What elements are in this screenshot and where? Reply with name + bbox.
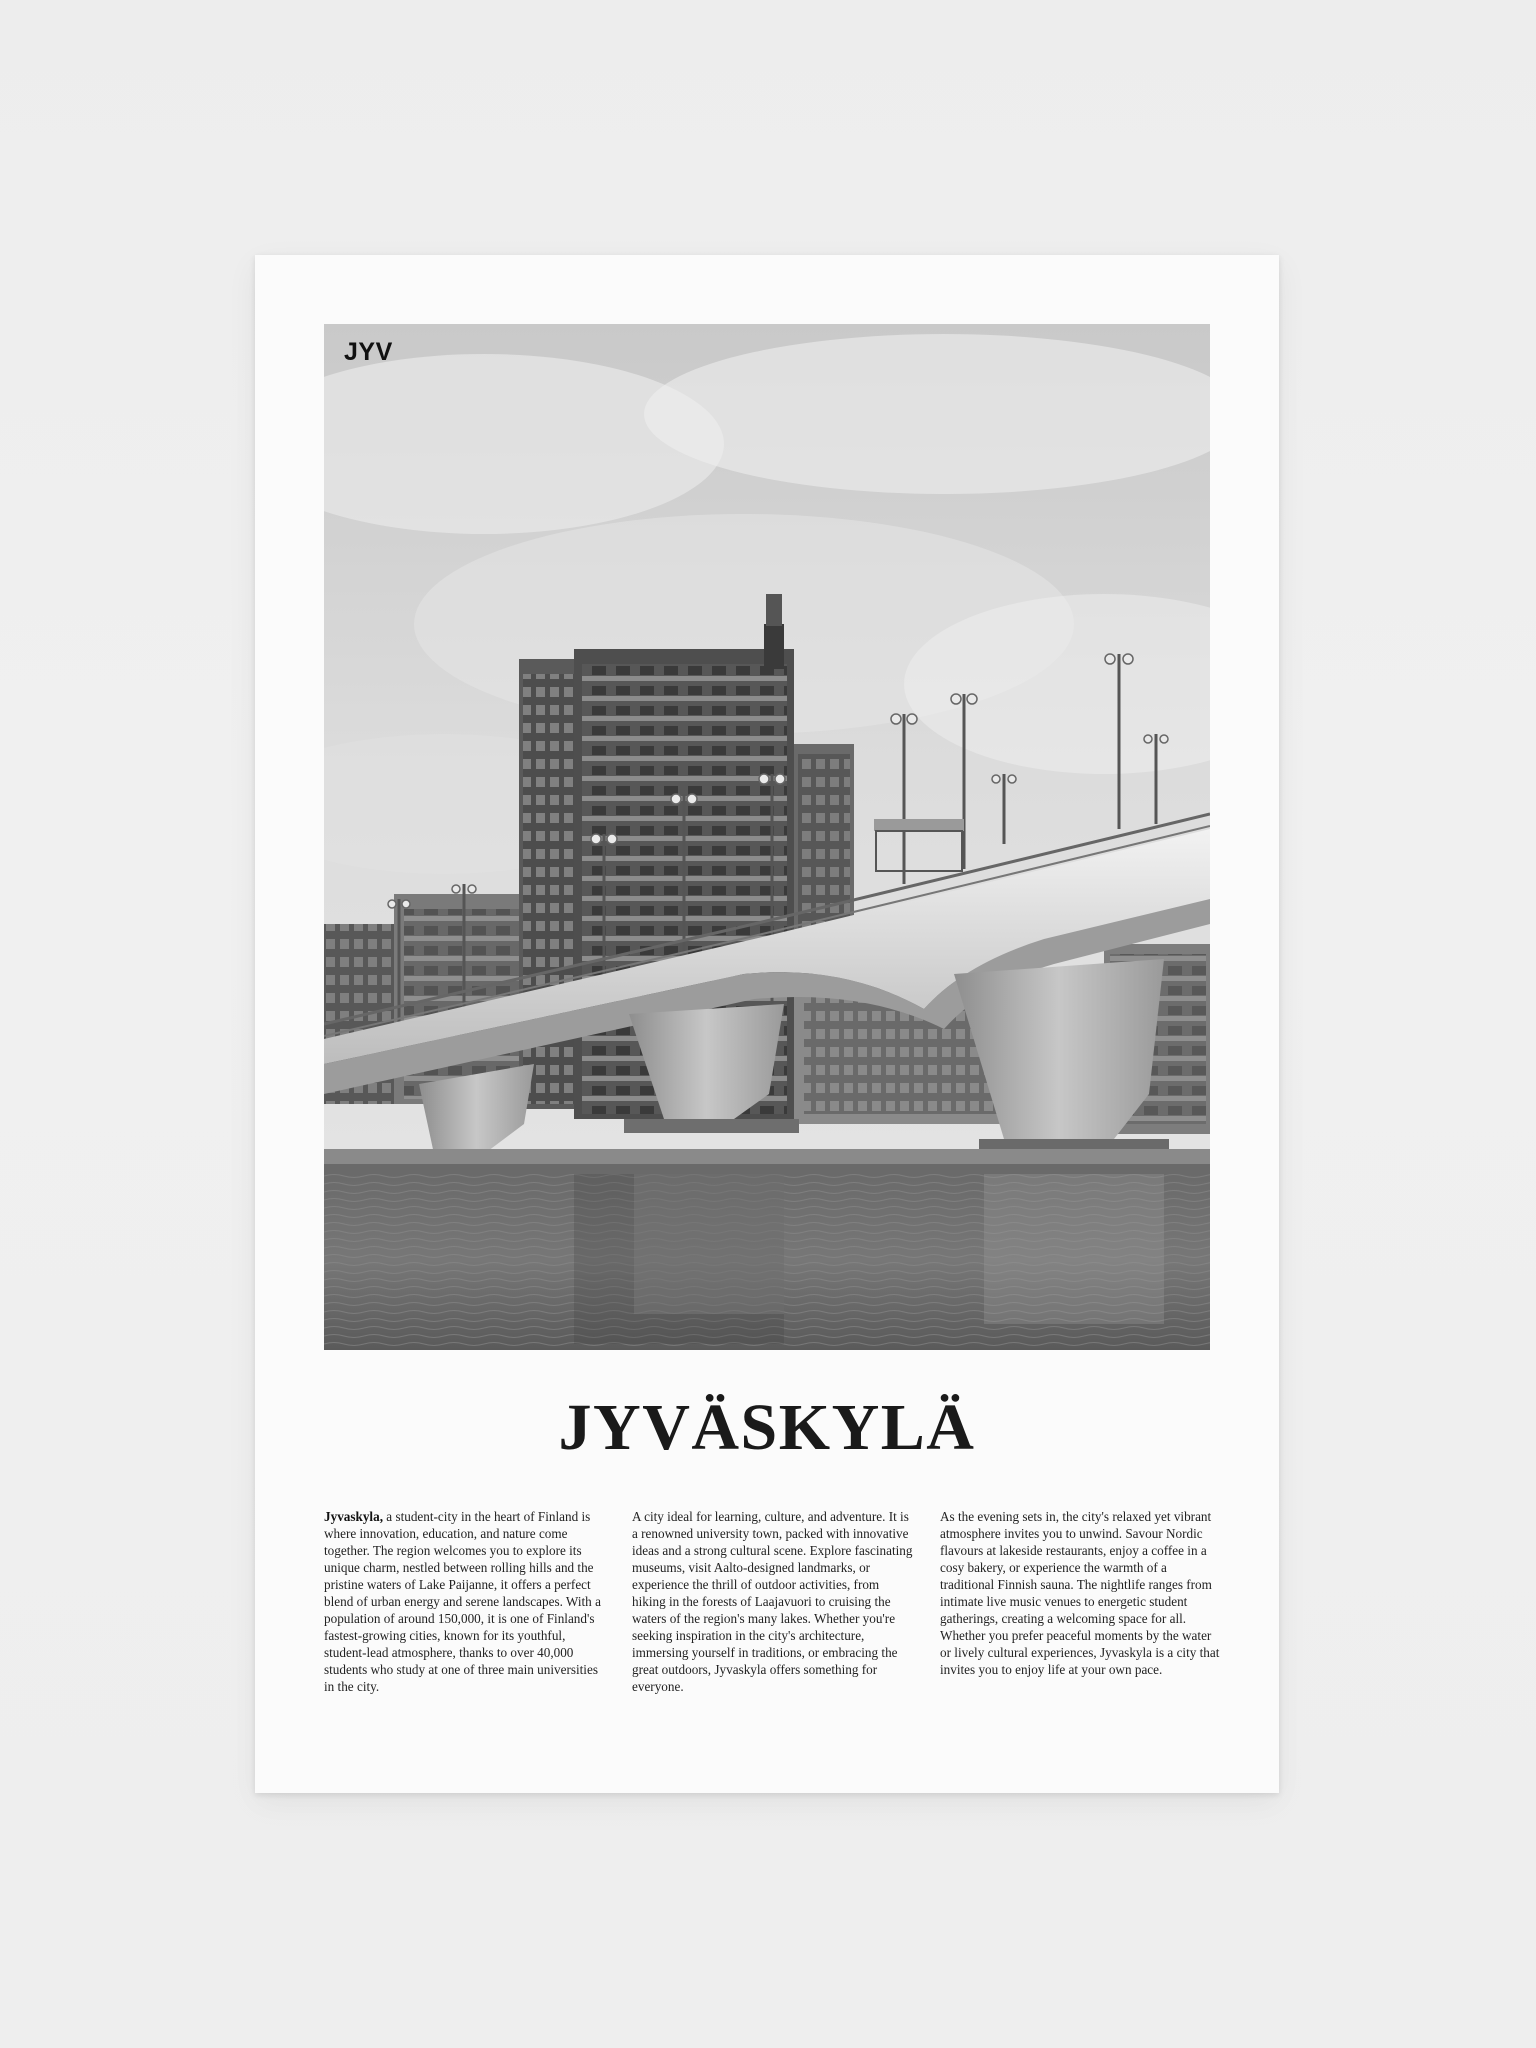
text-column-3 — [940, 1508, 1222, 1678]
column-text: a student-city in the heart of Finland is where innovation, education, and nature come together. The region welcomes you to explore its unique charm, nestled between rolling hills and the pristine waters of Lake Paijanne, it offers a perfect blend of urban energy and serene landscapes. With a population of around 150,000, it is one of Finland's fastest-growing cities, known for its youthful, student-lead atmosphere, thanks to over 40,000 students who study at one of three main universities in the city. — [324, 1509, 601, 1694]
poster — [255, 255, 1279, 1793]
bridge-photo — [324, 324, 1210, 1350]
city-title: JYVÄSKYLÄ — [558, 1391, 976, 1464]
photo-illustration — [324, 324, 1210, 1350]
column-lead: Jyvaskyla, — [324, 1509, 383, 1524]
column-text: A city ideal for learning, culture, and adventure. It is a renowned university town, packed with innovative ideas and a strong cultural scene. Explore fascinating museums, visit Aalto-designed landmarks, or experience the thrill of outdoor activities, from hiking in the forests of Laajavuori to cruising the waters of the region's many lakes. Whether you're seeking inspiration in the city's architecture, immersing yourself in traditions, or embracing the great outdoors, Jyvaskyla offers something for everyone. — [632, 1509, 913, 1694]
city-code: JYV — [344, 338, 393, 366]
text-column-1 — [324, 1508, 606, 1695]
column-text: As the evening sets in, the city's relaxed yet vibrant atmosphere invites you to unwind. Savour Nordic flavours at lakeside restaurants, enjoy a coffee in a cosy bakery, or experience the warmth of a traditional Finnish sauna. The nightlife ranges from intimate live music venues to energetic student gatherings, creating a welcoming space for all. Whether you prefer peaceful moments by the water or lively cultural experiences, Jyvaskyla is a city that invites you to enjoy life at your own pace. — [940, 1509, 1220, 1677]
text-column-2 — [632, 1508, 914, 1695]
